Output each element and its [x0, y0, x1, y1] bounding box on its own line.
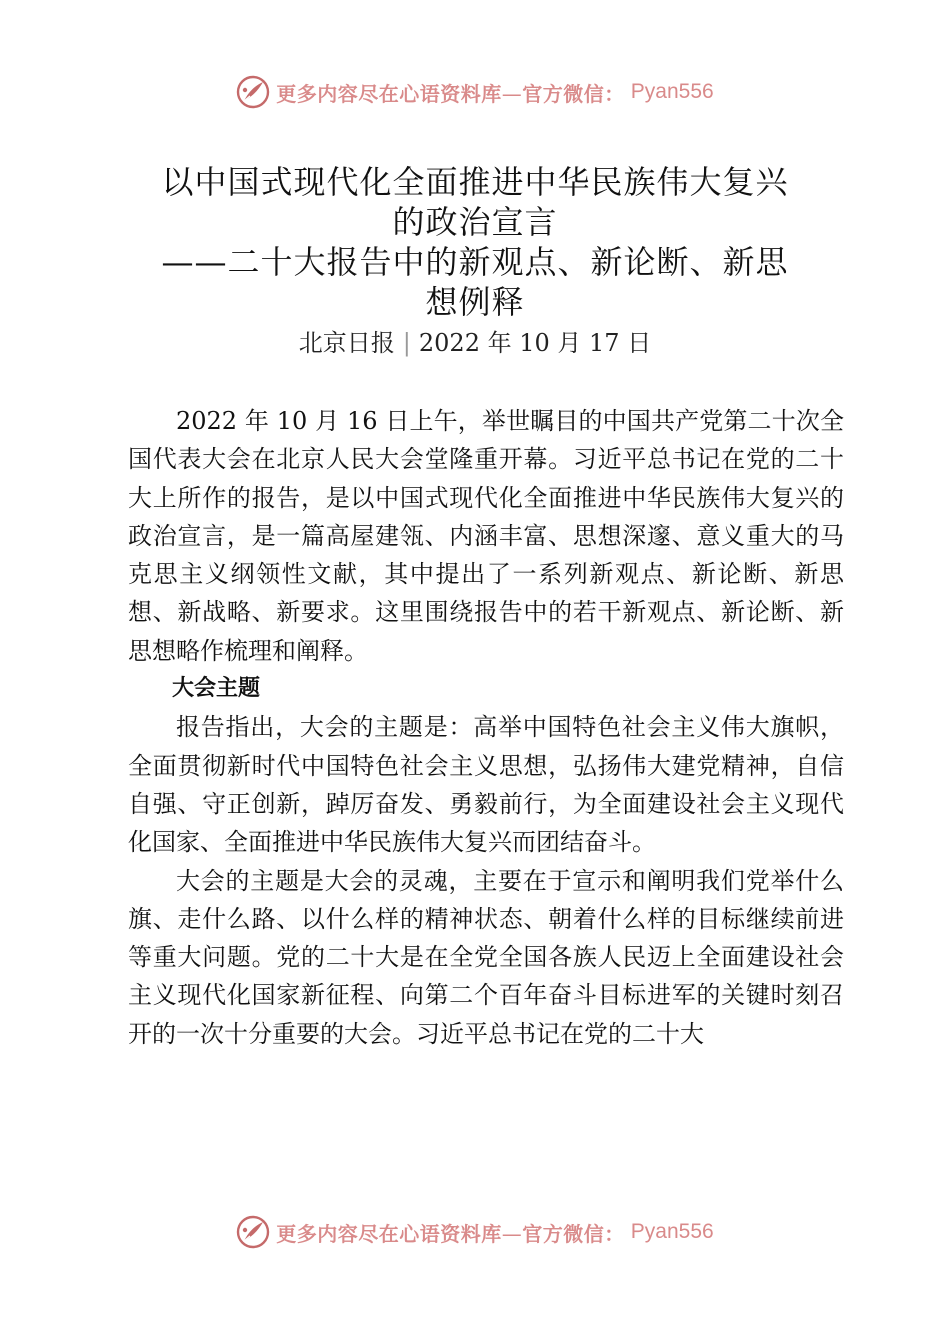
publish-date: 2022 年 10 月 17 日 [418, 329, 652, 357]
watermark-text [276, 78, 625, 107]
watermark-dash: — [501, 1221, 523, 1246]
section-heading: 大会主题 [172, 676, 261, 702]
subtitle-line: ——二十大报告中的新观点、新论断、新思 [161, 243, 789, 281]
subtitle-line: 想例释 [425, 283, 525, 321]
article-byline [120, 326, 830, 360]
watermark-site: 更多内容尽在心语资料库 [276, 1221, 502, 1246]
watermark-site: 更多内容尽在心语资料库 [276, 81, 502, 106]
footer-watermark [0, 1212, 950, 1252]
watermark-dash: — [501, 81, 523, 106]
title-line: 的政治宣言 [392, 203, 558, 241]
watermark-label: 官方微信： [522, 81, 625, 106]
header-watermark [0, 72, 950, 112]
body-paragraph: 2022 年 10 月 16 日上午，举世瞩目的中国共产党第二十次全国代表大会在北京人民大会堂隆重开幕。习近平总书记在党的二十大上所作的报告，是以中国式现代化全面推进中华民族伟大复兴的政治宣言，是一篇高屋建瓴、内涵丰富、思想深邃、意义重大的马克思主义纲领性文献，其中提出了一系列新观点、新论断、新思想、新战略、新要求。这里围绕报告中的若干新观点、新论断、新思想略作梳理和阐释。 [128, 407, 844, 665]
watermark-label: 官方微信： [522, 1221, 625, 1246]
feather-pen-logo-icon [236, 75, 270, 109]
watermark-text [276, 1218, 625, 1247]
feather-pen-logo-icon [236, 1215, 270, 1249]
watermark-wechat-id: Pyan556 [630, 1220, 714, 1243]
source-name: 北京日报 [298, 329, 395, 357]
article-title [120, 162, 830, 322]
body-paragraph: 报告指出，大会的主题是：高举中国特色社会主义伟大旗帜，全面贯彻新时代中国特色社会主义思想，弘扬伟大建党精神，自信自强、守正创新，踔厉奋发、勇毅前行，为全面建设社会主义现代化国家、全面推进中华民族伟大复兴而团结奋斗。 [128, 713, 844, 857]
byline-separator: | [402, 329, 411, 357]
title-line: 以中国式现代化全面推进中华民族伟大复兴 [161, 163, 789, 201]
article-body [128, 402, 844, 1053]
body-paragraph: 大会的主题是大会的灵魂，主要在于宣示和阐明我们党举什么旗、走什么路、以什么样的精神状态、朝着什么样的目标继续前进等重大问题。党的二十大是在全党全国各族人民迈上全面建设社会主义现代化国家新征程、向第二个百年奋斗目标进军的关键时刻召开的一次十分重要的大会。习近平总书记在党的二十大 [128, 866, 844, 1048]
watermark-wechat-id: Pyan556 [630, 80, 714, 103]
